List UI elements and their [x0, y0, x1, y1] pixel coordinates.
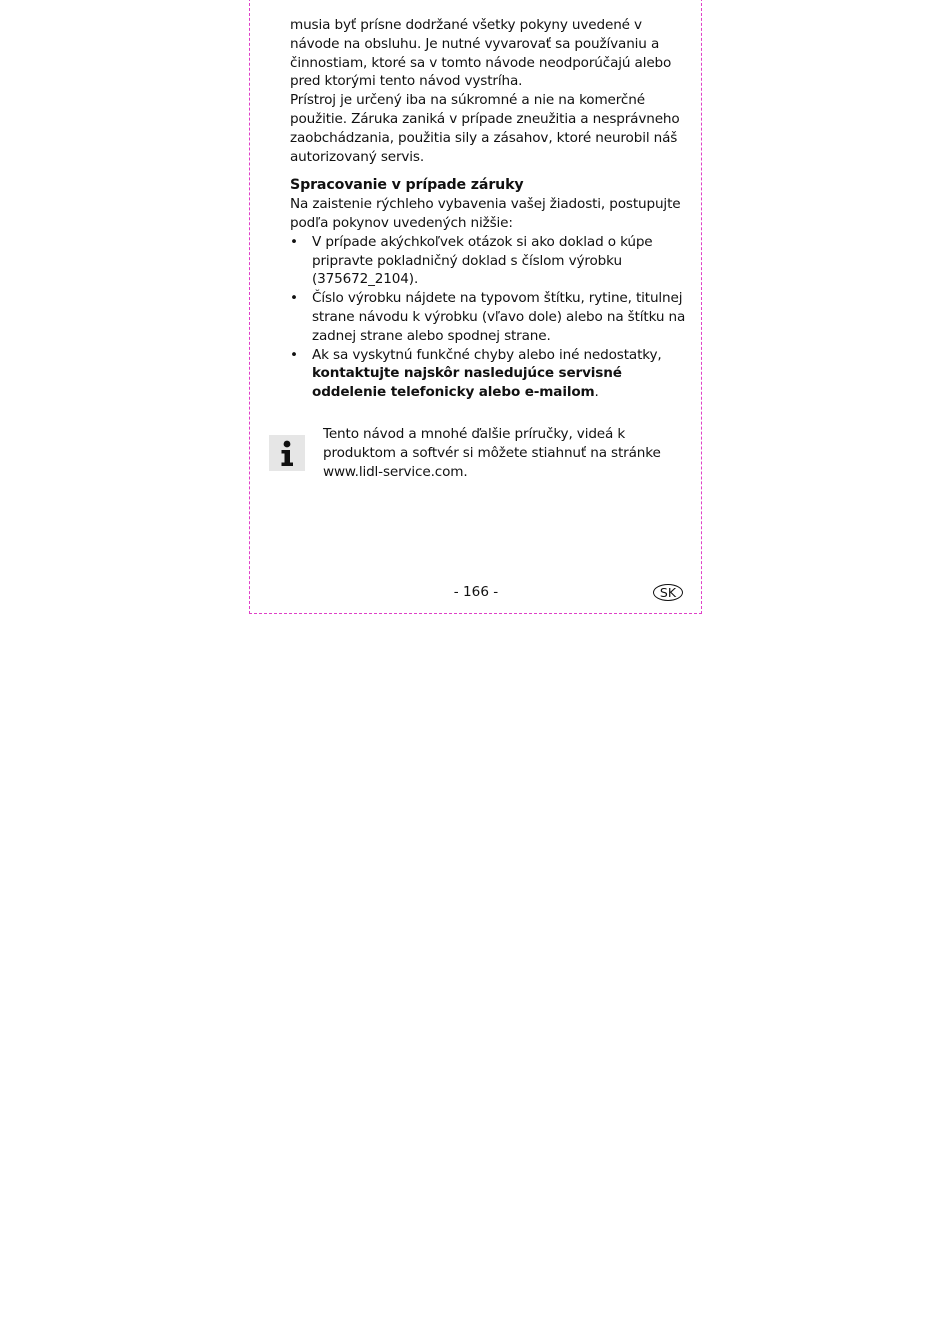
page-number: - 166 -	[453, 584, 499, 600]
list-item	[290, 233, 690, 289]
info-note-text: Tento návod a mnohé ďalšie príručky, videá k produktom a softvér si môžete stiahnuť na stránke www.lidl-service.com.	[323, 426, 661, 480]
list-item-text-normal: Ak sa vyskytnú funkčné chyby alebo iné nedostatky,	[312, 346, 662, 363]
section-heading-warranty: Spracovanie v prípade záruky	[290, 177, 524, 194]
list-item-text	[312, 347, 662, 401]
paragraph-instructions-continuation: musia byť prísne dodržané všetky pokyny uvedené v návode na obsluhu. Je nutné vyvarovať sa používaniu a činnostiam, ktoré sa v tomto návode neodporúčajú alebo pred ktorými tento návod vystríha.	[290, 17, 672, 90]
language-badge: SK	[653, 584, 683, 601]
list-item	[290, 346, 690, 402]
info-note	[268, 425, 688, 485]
list-item	[290, 289, 690, 345]
list-item-text: Číslo výrobku nájdete na typovom štítku, rytine, titulnej strane návodu k výrobku (vľavo dole) alebo na štítku na zadnej strane alebo spodnej strane.	[312, 290, 686, 344]
bullet-symbol: •	[290, 233, 298, 250]
list-item-text-end: .	[594, 384, 599, 401]
paragraph-private-use: Prístroj je určený iba na súkromné a nie na komerčné použitie. Záruka zaniká v prípade zneužitia a nesprávneho zaobchádzania, použitia sily a zásahov, ktoré neurobil náš autorizovaný servis.	[290, 92, 680, 165]
info-icon	[269, 435, 305, 471]
bullet-symbol: •	[290, 290, 298, 307]
warranty-steps-list	[290, 233, 690, 402]
page-content	[290, 16, 690, 402]
list-item-text: V prípade akýchkoľvek otázok si ako doklad o kúpe pripravte pokladničný doklad s číslom výrobku (375672_2104).	[312, 233, 653, 288]
list-item-text-bold: kontaktujte najskôr nasledujúce servisné oddelenie telefonicky alebo e-mailom	[312, 365, 622, 401]
warranty-intro: Na zaistenie rýchleho vybavenia vašej žiadosti, postupujte podľa pokynov uvedených nižšie:	[290, 196, 681, 231]
bullet-symbol: •	[290, 346, 298, 363]
